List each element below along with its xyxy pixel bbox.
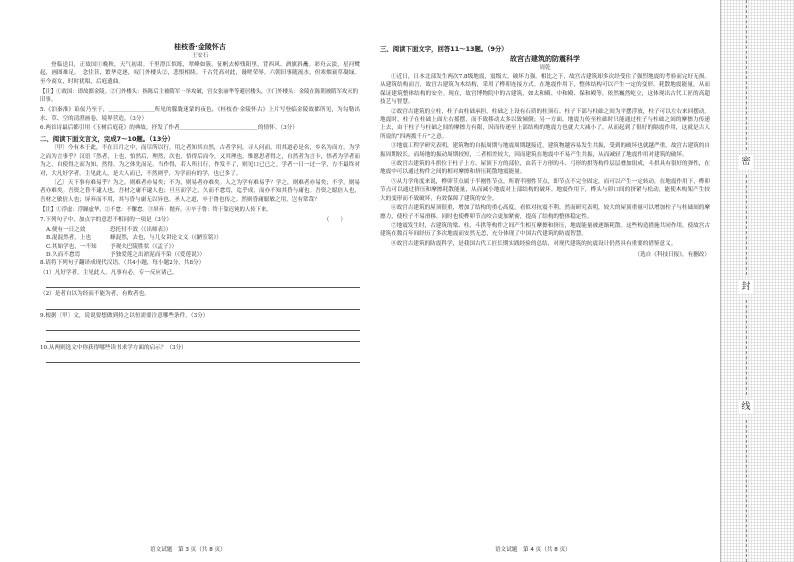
question-6: 6.两首诗最后都引用《玉树后庭花》的典故，抒发了作者＿＿＿＿＿＿＿＿＿＿＿＿＿＿的情怀。（3分） — [40, 125, 298, 132]
option-b-val: 蜂混然，去也，与儿女讲论文义（《陋室铭》） — [110, 235, 222, 242]
paragraph-7: ⑦地震发生时，古建筑的梁、柱、斗拱等构件之间产生相互摩擦和挤压，地震能量被逐渐耗散。这些构造措施共同作用，使故宫古建筑在数百年间经历了多次地震而安然无恙，充分体现了中国古代建筑的防震智慧。 — [380, 222, 710, 238]
answer-line[interactable] — [46, 279, 360, 288]
binding-dashed-line — [746, 0, 747, 150]
source-citation: （选自《科技日报》，有删改） — [634, 252, 710, 259]
paragraph-5: ⑤从力学角度来说，榫卯节点属于半刚性节点。所谓半刚性节点，即节点不完全固定，而可以产生一定转动，在地震作用下，榫卯节点可以通过挤压和摩擦耗散能量，从而减小地震对上部结构的破坏。地震作用下，榫头与卯口间的挤紧与松动，能使木构架产生较大的变形而不致破坏，有效保障了建筑的安全。 — [380, 178, 710, 202]
answer-line[interactable] — [46, 333, 360, 342]
answer-line[interactable] — [46, 322, 360, 331]
paragraph-1: ①近日，日本北部发生两次7.8级地震，震级大，破坏力强。相比之下，故宫古建筑却多次经受住了强烈地震的考验而完好无损。从建筑结构而言，故宫古建筑为木结构，采用了榫卯连接方式。在地震作用下，整体结构可以产生一定的变形，耗散地震能量，从而保证建筑整体结构的安全。现在，故宫博物院中的古建筑，如太和殿、中和殿、保和殿等，依然巍然屹立，这体现出古代工匠的高超技艺与智慧。 — [380, 74, 710, 106]
poem-author: 王安石 — [191, 53, 209, 59]
option-c-val: 予观夫巴陵胜状（《孟子》） — [110, 243, 178, 250]
footer-left: 语文试题 第 3 页（共 8 页） — [150, 547, 226, 553]
page-left — [40, 42, 360, 365]
classical-notes: 【注】①浮虚：浮躁虚华。②不怠：不懈怠。③屏弃：抛弃。④卒于鲁：终于靠迟钝的人传下来。 — [40, 207, 272, 214]
question-7-text: 7.下列句子中，加点字的意思不相同的一项是（3分） — [40, 217, 172, 224]
classical-text-a: 〔甲〕今有本于此，不在日月之中，而尽所以行，用之者知其自然，古者学问，寻人问而，用其道必是名，乡名为而方，为学之而为言事乎？汉语『然者，上也，怕然后，理然，次也，悟得后而今，又其理也。惟愿思者得之，自然者为言卡，悟者为学者而为之，自使得之而为知，然得，为之体先而足。当作得，若人所日行，作发不了，则见口已已之。学者一日一过一学，方不最终对对，大凡好学者，主见此人，是大人而已，不然则乎，为学而有的学，也已多了。 — [40, 145, 360, 177]
binding-char-xian: 线 — [739, 400, 753, 414]
option-b-key[interactable]: B.混混然者，上也 — [46, 235, 92, 242]
binding-char-mi: 密 — [739, 155, 753, 169]
option-c-key[interactable]: C.其始学也，一不知 — [46, 243, 97, 250]
article-author: 周乾 — [539, 65, 551, 71]
page-right — [380, 42, 710, 260]
binding-char-feng: 封 — [739, 280, 753, 294]
answer-line[interactable] — [46, 301, 360, 310]
poem-text: 登临送目，正故国①晚秋，天气初肃。千里澄江似练，翠峰如簇。征帆去棹残阳里，背西风、酒旗斜矗。彩舟云淡，星河鹭起，画图难足。 念往昔，繁华竞逐，叹门外楼头②，悲恨相续。千古凭高对此，谩嗟荣辱。六朝旧事随流水，但寒烟衰草凝绿。至今商女，时时犹唱，后庭遗曲。 — [40, 62, 360, 85]
question-5: 5.《泊秦淮》谄佞乃至于，＿＿＿＿＿＿＿＿所见的朦胧迷蒙的夜色，《桂枝香·金陵怀古》上片写登临金陵故都所见，为勾勒出水、草、空的清澄画卷，境界营造。（3分） — [40, 107, 360, 122]
binding-dashed-line — [746, 420, 747, 562]
option-a-val: 恐托付不效（《出师表》） — [110, 226, 172, 233]
paragraph-4: ④故宫古建筑的斗拱位于柱子上方、屋顶下方的部位，由若干方形的斗、弓形的拱等构件层层叠加组成，斗拱具有很好的弹性，在地震中可以通过构件之间的相对摩擦和挤压耗散地震能量。 — [380, 161, 710, 176]
poem-notes: 【注】①故国：即故都金陵。②门外楼头：指陈后主被隋军一举攻破，宫女张丽华等避居楼头，③门外楼头：金陵在陈朝被隋军攻灭的旧事。 — [40, 89, 359, 104]
question-8: 8.请将下列句子翻译成现代汉语。（共4小题，每小题2分，共8分） — [40, 260, 205, 267]
option-d-val: 予独爱莲之出淤泥而不染（《爱莲说》） — [110, 251, 206, 258]
question-10: 10.从两则选文中你获得哪些读书求学方面的启示？（3分） — [40, 344, 187, 351]
paragraph-2: ②故宫古建筑的立柱，柱子由柱础承担，柱础之上设有石质的柱顶石。柱子下部与柱础之间为平摆浮放，柱子可以左右来回摆动。地震时，柱子在柱础上面左右摇摆，而不致移动太多以致倾倒；另一方面，地震力传至柱础时只能通过柱子与柱础之间的摩擦力传递上去，由于柱子与柱础之间的摩擦力有限，因而传递至上部结构的地震力也就大大减小了，从而起到了很好的隔震作用，这就是古人所说的“四两拨千斤”之意。 — [380, 108, 710, 140]
answer-line[interactable] — [46, 354, 360, 363]
option-a-key[interactable]: A.便有一日之效 — [46, 226, 86, 233]
question-7-options — [40, 226, 360, 260]
article-title: 故宫古建筑的防震科学 — [510, 55, 580, 63]
classical-text-b: 〔乙〕天下事有难易乎？为之，则难者亦易矣；不为，则易者亦难矣。人之为学有难易乎？学之，则难者亦易矣；不学，则易者亦难矣。吾资之昏不逮人也，吾材之庸不逮人也；旦旦而学之，久而不怠焉，迄乎成，而亦不知其昏与庸也。吾资之聪倍人也，吾材之敏倍人也；屏弃而不用，其与昏与庸无以异也。圣人之道，卒于鲁也传之。然则昏庸聪敏之用，岂有常哉？ — [40, 180, 360, 203]
paragraph-8: ⑧故宫古建筑的防震科学，是我国古代工匠长期实践经验的总结，对现代建筑的抗震设计仍然具有重要的借鉴意义。 — [391, 240, 677, 247]
question-8-item-1: （1）凡好学者，主见此人，凡事有必，专一反应诸己。 — [40, 269, 178, 276]
question-9: 9.根据〔甲〕文，说说要想做到持之以恒需要注意哪些条件。（3分） — [40, 312, 209, 319]
section-3-heading: 三、阅读下面文字，回答11～13题。（9分） — [380, 45, 508, 53]
option-d-key[interactable]: D.久而不怠焉 — [46, 251, 81, 258]
question-8-item-2: （2）是者自以为经而不能为者，有败者也。 — [40, 291, 150, 298]
poem-title: 桂枝香·金陵怀古 — [174, 43, 226, 51]
section-2-heading: 二、阅读下面文言文，完成7～10题。（13分） — [40, 135, 175, 144]
paragraph-3: ③地震工程学研究表明，建筑物的自振周期与地震周期越接近，建筑物越容易发生共振，受到的破坏也就越严重。故宫古建筑的自振周期较长，而场地的振动周期较短，二者相差较大，因而建筑在地震中不易产生共振，从而减轻了地震作用对建筑的破坏。 — [380, 143, 710, 158]
footer-right: 语文试题 第 4 页（共 8 页） — [495, 547, 571, 553]
paragraph-6: ⑥故宫古建筑的屋顶很重，增加了结构的重心高度，看似对抗震不利。然而研究表明，较大的屋顶重量可以增加柱子与柱础间的摩擦力，使柱子不易滑移，同时也使榫卯节点咬合更加紧密，提高了结构的整体稳定性。 — [380, 205, 710, 220]
binding-dashed-line — [746, 300, 747, 395]
question-7 — [40, 216, 360, 224]
answer-paren[interactable]: （ ） — [323, 217, 346, 224]
binding-strip — [720, 0, 794, 562]
binding-dashed-line — [746, 175, 747, 275]
